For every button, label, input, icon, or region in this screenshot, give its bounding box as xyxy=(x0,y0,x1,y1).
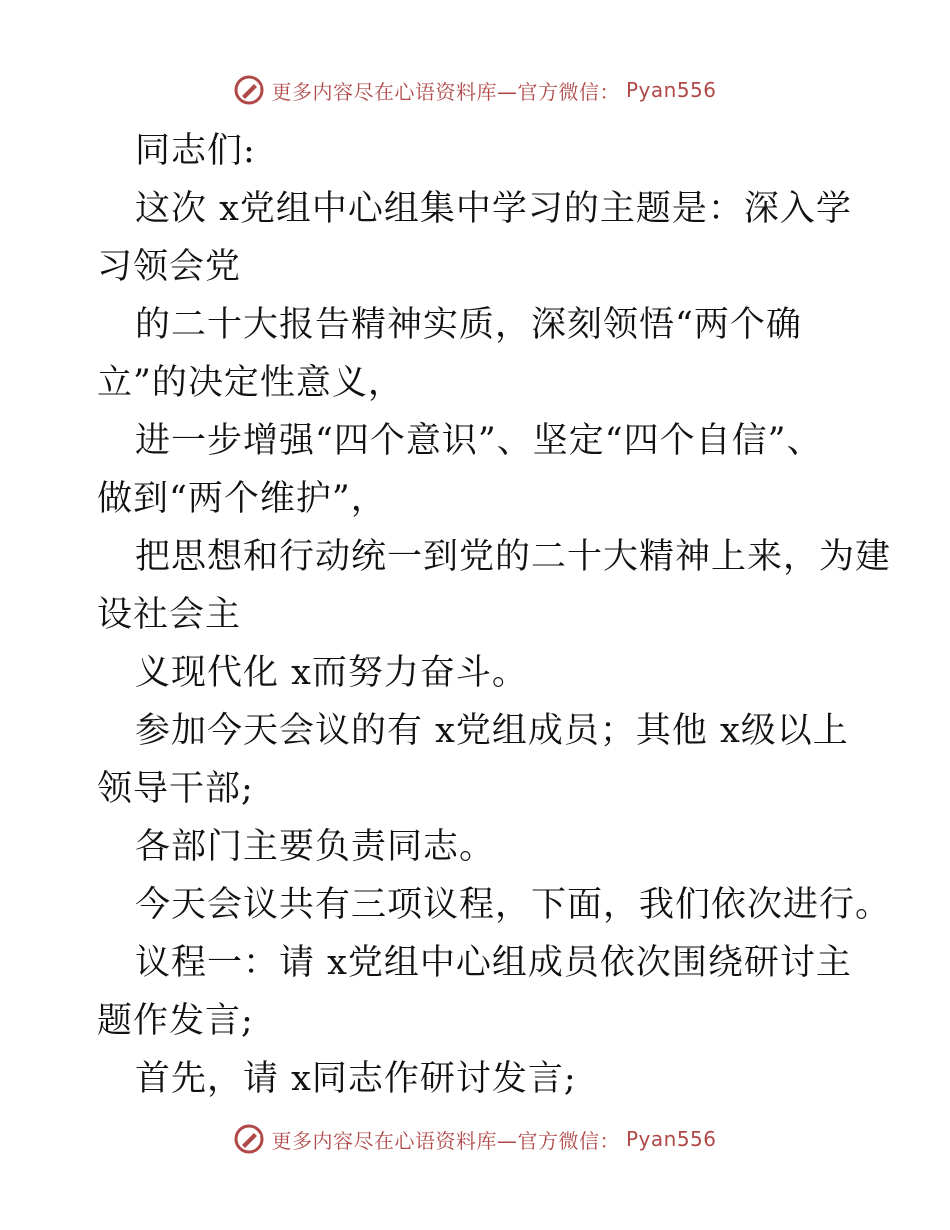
pen-logo-icon xyxy=(233,74,265,106)
text-line: 做到“两个维护”， xyxy=(97,479,387,519)
watermark-text: 更多内容尽在心语资料库—官方微信： xyxy=(271,79,620,104)
text-line: 立”的决定性意义， xyxy=(97,363,404,403)
watermark-contact: Pyan556 xyxy=(625,1127,717,1151)
text-line: 今天会议共有三项议程，下面，我们依次进行。 xyxy=(135,885,892,925)
text-line: 题作发言; xyxy=(97,1001,254,1041)
text-line: 习领会党 xyxy=(97,247,242,287)
document-body xyxy=(97,122,892,1108)
text-line: 领导干部; xyxy=(97,769,254,809)
text-line: 义现代化 x而努力奋斗。 xyxy=(135,653,528,693)
header-watermark xyxy=(0,70,950,110)
text-line: 把思想和行动统一到党的二十大精神上来，为建 xyxy=(135,537,892,577)
pen-logo-icon xyxy=(233,1123,265,1155)
footer-watermark xyxy=(0,1119,950,1159)
text-line: 这次 x党组中心组集中学习的主题是：深入学 xyxy=(135,189,852,229)
watermark-contact: Pyan556 xyxy=(625,78,717,102)
text-line: 进一步增强“四个意识”、坚定“四个自信”、 xyxy=(135,421,823,461)
text-line: 各部门主要负责同志。 xyxy=(135,827,496,867)
text-line: 同志们: xyxy=(135,131,256,171)
text-line: 的二十大报告精神实质，深刻领悟“两个确 xyxy=(135,305,802,345)
text-line: 设社会主 xyxy=(97,595,242,635)
text-line: 首先，请 x同志作研讨发言; xyxy=(135,1059,577,1099)
text-line: 参加今天会议的有 x党组成员；其他 x级以上 xyxy=(135,711,849,751)
watermark-text: 更多内容尽在心语资料库—官方微信： xyxy=(271,1128,620,1153)
text-line: 议程一：请 x党组中心组成员依次围绕研讨主 xyxy=(135,943,852,983)
